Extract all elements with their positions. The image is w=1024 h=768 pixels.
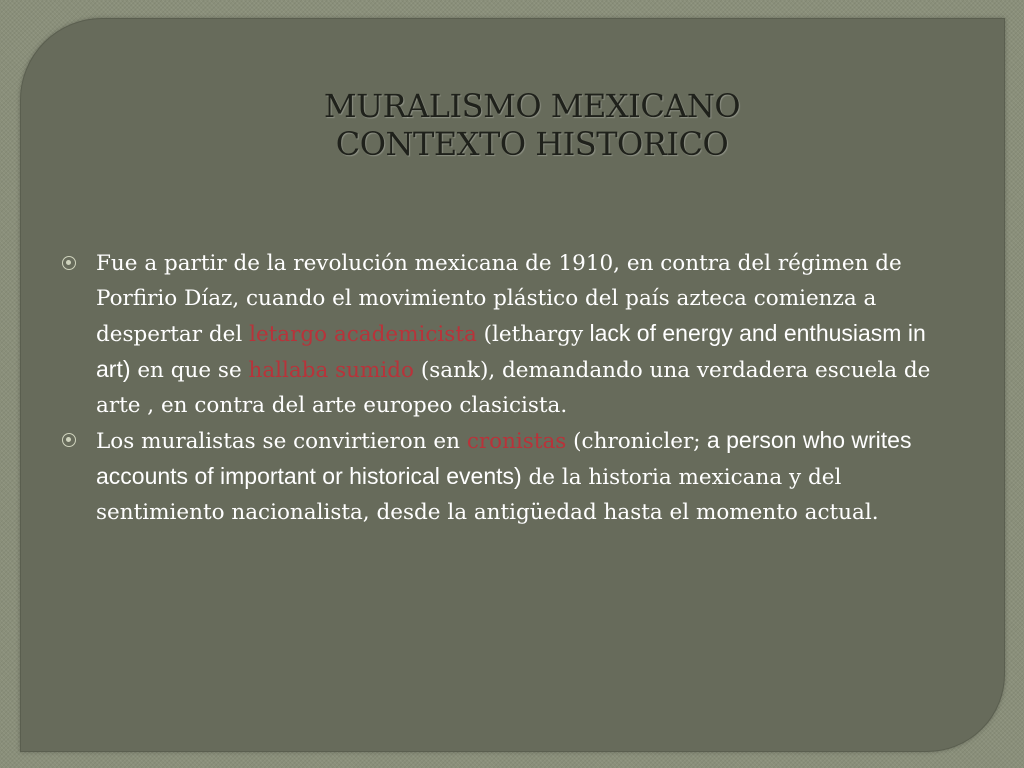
bullet-1-gloss-start: (lethargy bbox=[476, 322, 584, 347]
bullet-list bbox=[60, 246, 960, 530]
bullet-1-text-end: (sank), demandando una verdadera escuela de arte , en contra del arte europeo clasicista. bbox=[96, 358, 931, 418]
bullet-1-text: Fue a partir de la revolución mexicana de 1910, en contra del régimen de Porfirio Díaz, cuando el movimiento plástico del país azteca comienza a despertar del bbox=[96, 251, 902, 347]
highlight-cronistas: cronistas bbox=[466, 429, 567, 454]
bullet-circle-icon bbox=[62, 433, 76, 447]
bullet-1-gloss-english: lack of energy and enthusiasm in art) bbox=[96, 320, 926, 382]
slide-title-line-1: MURALISMO MEXICANO bbox=[323, 87, 741, 125]
highlight-letargo-academicista: letargo academicista bbox=[249, 322, 477, 347]
bullet-circle-icon bbox=[62, 256, 76, 270]
bullet-item-1 bbox=[60, 246, 960, 423]
bullet-1-text-cont: en que se bbox=[130, 358, 249, 383]
bullet-2-text-end: de la historia mexicana y del sentimiento nacionalista, desde la antigüedad hasta el momento actual. bbox=[96, 465, 879, 525]
bullet-item-2 bbox=[60, 423, 960, 530]
bullet-2-text: Los muralistas se convirtieron en bbox=[96, 429, 467, 454]
bullet-2-gloss-start: (chronicler; bbox=[566, 429, 701, 454]
bullet-2-gloss-english: a person who writes accounts of important or historical events) bbox=[96, 427, 912, 489]
highlight-hallaba-sumido: hallaba sumido bbox=[248, 358, 415, 383]
slide-title-line-2: CONTEXTO HISTORICO bbox=[335, 125, 729, 163]
